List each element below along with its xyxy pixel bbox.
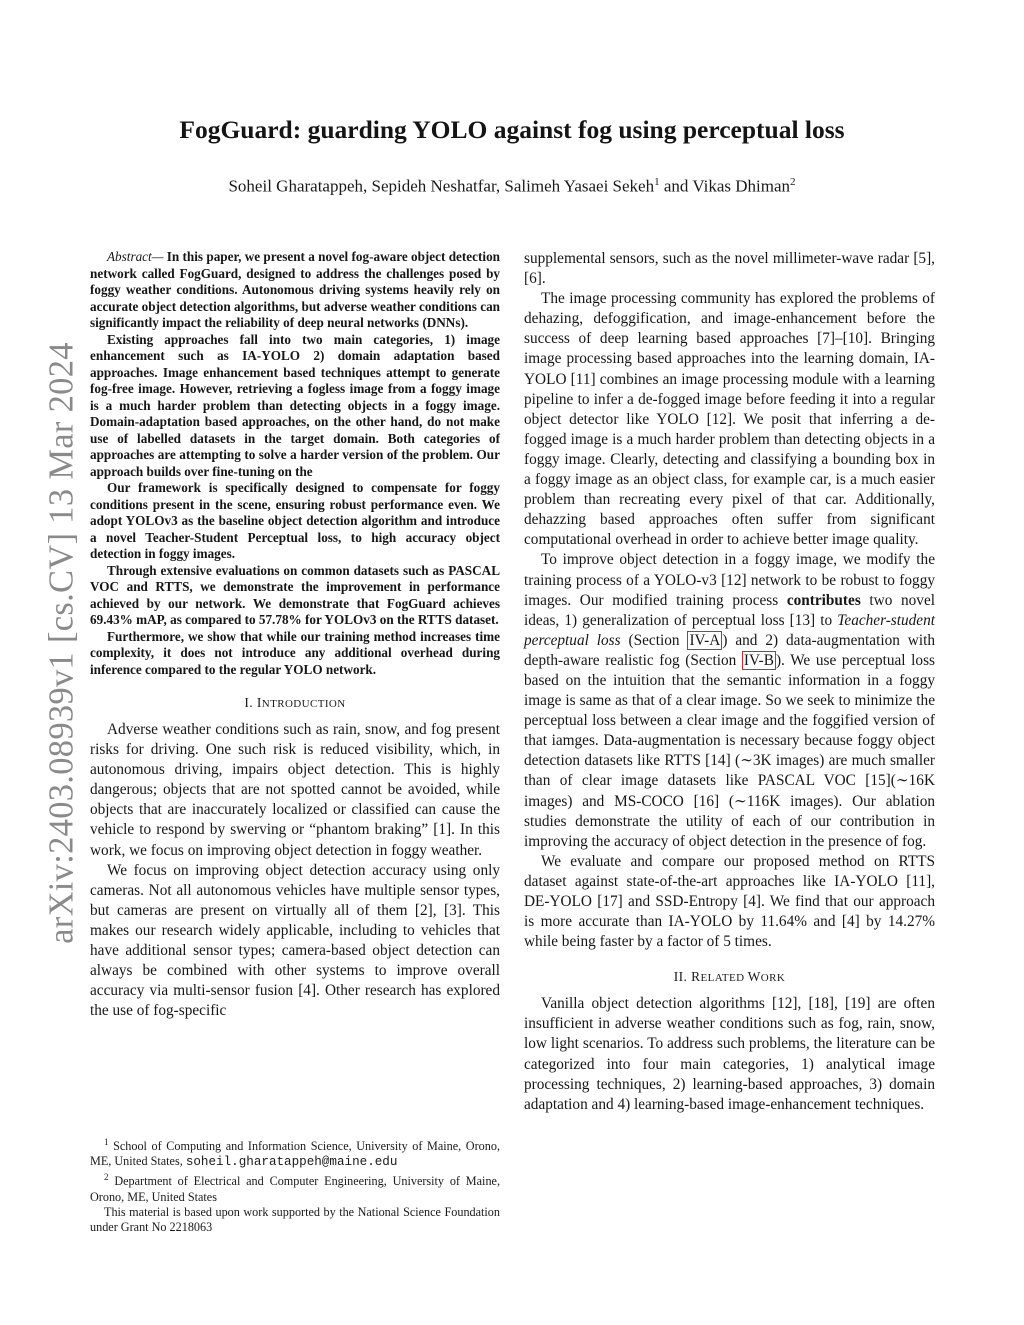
abstract-dash: — bbox=[151, 249, 167, 264]
section-heading-related-work bbox=[524, 969, 935, 985]
section-initial-a: R bbox=[691, 969, 701, 985]
intro-paragraph-1: Adverse weather conditions such as rain, snow, and fog present risks for driving. One such risk is reduced visibility, which, in autonomous driving, impairs object detection. This is highly dangerous; objects that are not spotted cannot be avoided, while objects that are inaccurately localized or classified can cause the vehicle to respond by swerving or “phantom braking” [1]. In this work, we focus on improving object detection in foggy weather. bbox=[90, 721, 500, 859]
right-p2-text-e: ). We use perceptual loss based on the intuition that the semantic information in a foggy image is same as that of a clear image. So we seek to minimize the perceptual loss between a clear image and the foggified version of that iamges. Data-augmentation is necessary because foggy object detection datasets like RTTS [14] (∼3K images) are much smaller than of clear image datasets like PASCAL VOC [15](∼16K images) and MS-COCO [16] (∼116K images). Our ablation studies demonstrate the utility of each of our contribution in improving the accuracy of object detection in the presence of fog. bbox=[524, 651, 935, 850]
left-column bbox=[90, 249, 500, 1021]
section-rest-b: ORK bbox=[760, 972, 786, 985]
author-list bbox=[0, 176, 1024, 197]
right-column-body bbox=[524, 249, 935, 952]
section-link-iv-a[interactable]: IV-A bbox=[689, 631, 721, 649]
right-paragraph-1: The image processing community has explored the problems of dehazing, defoggification, and image-enhancement before the success of deep learning based approaches [7]–[10]. Bringing image processing based approaches into the learning domain, IA-YOLO [11] combines an image processing module with a learning pipeline to infer a de-fogged image before feeding it into a regular object detector like YOLO [12]. We posit that inferring a de-fogged image is a much harder problem than detecting objects in a foggy image. Clearly, detecting and classifying a bounding box in a foggy image as an object class, for example car, is a much easier problem than recreating every pixel of that car. Additionally, dehazzing based approaches often suffer from significant computational overhead in order to achieve better image quality. bbox=[524, 290, 935, 549]
right-paragraph-2 bbox=[524, 550, 935, 851]
author-affiliation-mark-2: 2 bbox=[790, 176, 796, 188]
right-p2-text-a: To improve object detection in a foggy image, we modify the training process of a YOLO-v3 [12] network to be robust to foggy images. Our modified training process bbox=[524, 551, 935, 609]
related-paragraph-1: Vanilla object detection algorithms [12], [18], [19] are often insufficient in adverse weather conditions such as fog, rain, snow, low light scenarios. To address such problems, the literature can be categorized into four main categories, 1) analytical image processing techniques, 2) learning-based approaches, 3) domain adaptation and 4) learning-based image-enhancement techniques. bbox=[524, 995, 935, 1113]
section-link-iv-b[interactable]: IV-B bbox=[743, 651, 774, 669]
abstract-label: Abstract bbox=[107, 249, 152, 264]
right-p2-text-b: two novel ideas, 1) generalization of perceptual loss [13] to bbox=[524, 591, 935, 629]
section-initial: I bbox=[256, 695, 262, 710]
paper-title: FogGuard: guarding YOLO against fog using perceptual loss bbox=[179, 115, 845, 144]
footnote-funding: This material is based upon work supported by the National Science Foundation under Grant No 2218063 bbox=[90, 1204, 500, 1235]
introduction-body bbox=[90, 720, 500, 1021]
right-paragraph-continued: supplemental sensors, such as the novel millimeter-wave radar [5], [6]. bbox=[524, 250, 935, 288]
footnote-2-text: Department of Electrical and Computer Engineering, University of Maine, Orono, ME, United States bbox=[90, 1174, 500, 1204]
abstract-paragraph-2: Existing approaches fall into two main categories, 1) image enhancement such as IA-YOLO 2) domain adaptation based approaches. Image enhancement based techniques attempt to generate fog-free image. However, retrieving a fogless image from a foggy image is a much harder problem than detecting objects in a foggy image. Domain-adaptation based approaches, on the other hand, do not make use of labelled datasets in the target domain. Both categories of approaches are attempting to solve a harder version of the problem. Our approach builds over fine-tuning on the bbox=[90, 331, 500, 479]
section-heading-introduction bbox=[90, 695, 500, 711]
footnote-1-text: School of Computing and Information Science, University of Maine, Orono, ME, United States, bbox=[90, 1139, 500, 1169]
right-paragraph-3: We evaluate and compare our proposed method on RTTS dataset against state-of-the-art approaches like IA-YOLO [11], DE-YOLO [17] and SSD-Entropy [4]. We find that our approach is more accurate than IA-YOLO by 11.64% and [4] by 14.27% while being faster by a factor of 5 times. bbox=[524, 852, 935, 951]
arxiv-id-text: arXiv:2403.08939v1 [cs.CV] 13 Mar 2024 bbox=[42, 342, 81, 944]
section-numeral: II. bbox=[673, 969, 692, 985]
footnote-1-mark: 1 bbox=[104, 1137, 109, 1147]
related-work-body bbox=[524, 994, 935, 1115]
teacher-student-term: Teacher-student perceptual loss bbox=[524, 611, 935, 649]
footnote-2-mark: 2 bbox=[104, 1172, 109, 1183]
abstract-paragraph-4: Through extensive evaluations on common datasets such as PASCAL VOC and RTTS, we demonstrate the improvement in performance achieved by our network. We demonstrate that FogGuard achieves 69.43% mAP, as compared to 57.78% for YOLOv3 on the RTTS dataset. bbox=[90, 562, 500, 627]
footnote-1 bbox=[90, 1135, 500, 1170]
section-rest-a: ELATED bbox=[700, 972, 748, 985]
right-p2-text-d: ) and 2) data-augmentation with depth-aware realistic fog (Section bbox=[524, 631, 935, 669]
contributes-emphasis: contributes bbox=[786, 591, 861, 609]
author-names: Soheil Gharatappeh, Sepideh Neshatfar, Salimeh Yasaei Sekeh bbox=[228, 176, 655, 196]
footnote-2 bbox=[90, 1170, 500, 1204]
footnote-1-email: soheil.gharatappeh@maine.edu bbox=[185, 1155, 398, 1170]
intro-paragraph-2: We focus on improving object detection accuracy using only cameras. Not all autonomous vehicles have multiple sensor types, but cameras are present on virtually all of them [2], [3]. This makes our research widely applicable, including to vehicles that have additional sensor types; camera-based object detection can always be combined with other systems to improve overall accuracy via multi-sensor fusion [4]. Other research has explored the use of fog-specific bbox=[90, 861, 500, 1020]
author-last: and Vikas Dhiman bbox=[659, 176, 791, 196]
section-numeral: I. bbox=[244, 695, 257, 710]
abstract-paragraph-1 bbox=[90, 249, 500, 332]
abstract bbox=[90, 249, 500, 678]
abstract-paragraph-3: Our framework is specifically designed to compensate for foggy conditions present in the scene, ensuring robust performance even. We adopt YOLOv3 as the baseline object detection algorithm and introduce a novel Teacher-Student Perceptual loss, to high accuracy object detection in foggy images. bbox=[90, 480, 500, 561]
abstract-paragraph-5: Furthermore, we show that while our training method increases time complexity, it does not introduce any additional overhead during inference compared to the regular YOLO network. bbox=[90, 628, 500, 677]
section-rest: NTRODUCTION bbox=[261, 698, 346, 710]
footnotes bbox=[90, 1135, 500, 1235]
right-p2-text-c: (Section bbox=[620, 631, 688, 649]
section-initial-b: W bbox=[747, 969, 761, 985]
abstract-text-1: In this paper, we present a novel fog-aware object detection network called FogGuard, designed to address the challenges posed by foggy weather conditions. Autonomous driving systems heavily rely on accurate object detection algorithms, but adverse weather conditions can significantly impact the reliability of deep neural networks (DNNs). bbox=[90, 249, 500, 330]
right-column bbox=[524, 249, 935, 1115]
author-affiliation-mark-1: 1 bbox=[654, 176, 660, 188]
